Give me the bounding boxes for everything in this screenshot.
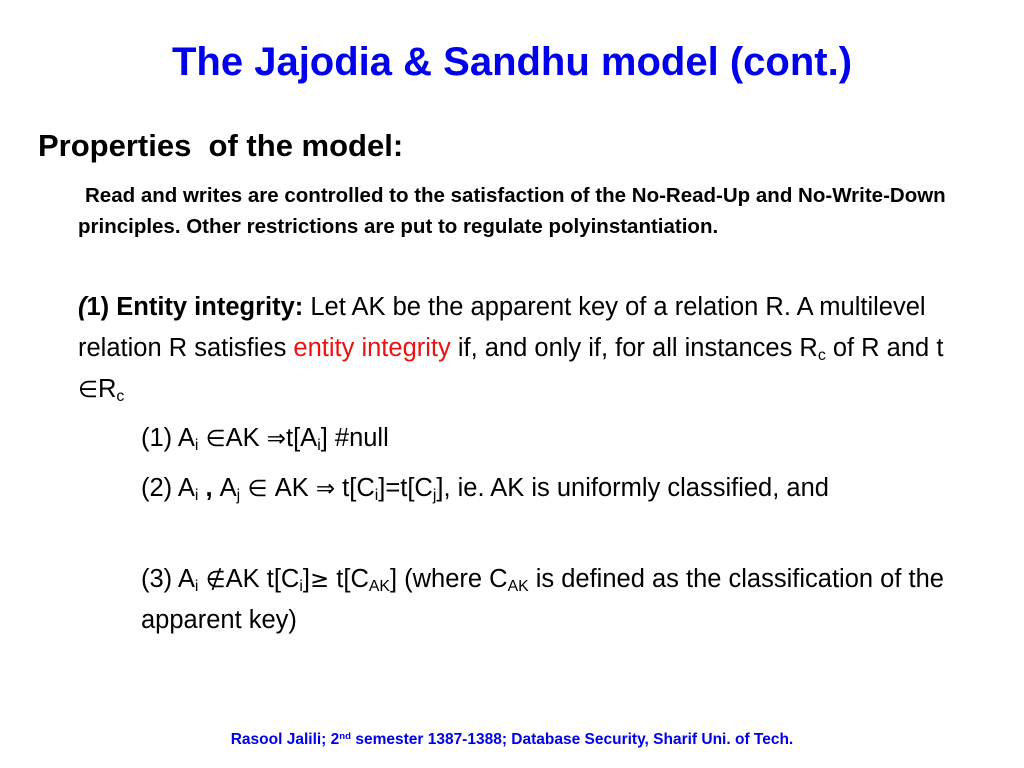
section-heading: Properties of the model: [38, 128, 404, 163]
element-of-symbol: ∈ [240, 476, 275, 502]
footer-text-1: Rasool Jalili; 2 [230, 731, 340, 748]
element-of-symbol: ∈ [78, 377, 98, 403]
condition-text: A [219, 474, 237, 502]
condition-text: (2) A [141, 474, 195, 502]
entity-integrity-text-2: if, and only if, for all instances R [450, 334, 818, 362]
subscript: i [317, 436, 321, 454]
not-element-of-symbol: ∉ [198, 567, 226, 593]
condition-text: ] (where C [389, 565, 508, 593]
entity-integrity-label: 1) Entity integrity: [86, 293, 304, 321]
subscript: i [299, 577, 303, 595]
subscript: i [194, 486, 199, 504]
subscript: i [374, 486, 379, 504]
footer-text-2: semester 1387-1388; Database Security, Sharif Uni. of Tech. [351, 731, 794, 748]
condition-text: (1) A [141, 424, 195, 452]
condition-comma: , [198, 474, 220, 502]
element-of-symbol: ∈ [198, 426, 226, 452]
condition-text: AK t[C [225, 565, 300, 593]
entity-integrity-text-1: Let AK be the apparent key of a relation R. A multilevel relation R satisfies [78, 293, 926, 362]
condition-text: t[C [329, 565, 369, 593]
condition-text: null [349, 424, 389, 452]
intro-text: Read and writes are controlled to the satisfaction of the No-Read-Up and No-Write-Down principles. Other restrictions are put to regulate polyinstantiation. [78, 184, 946, 238]
condition-1 [141, 418, 961, 459]
condition-text: is defined as the classification of the apparent key) [141, 565, 944, 634]
condition-text: t[C [335, 474, 375, 502]
intro-paragraph [78, 180, 978, 242]
footer-superscript: nd [339, 731, 352, 743]
entity-integrity-text-3: of R and t [825, 334, 944, 362]
condition-text: ], ie. AK is uniformly classified, and [436, 474, 829, 502]
entity-integrity-text-4: R [97, 375, 117, 403]
condition-text: AK [225, 424, 267, 452]
condition-text: t[A [286, 424, 318, 452]
condition-text: (3) A [141, 565, 195, 593]
entity-integrity-highlight: entity integrity [293, 334, 451, 362]
implies-symbol: ⇒ [266, 426, 286, 452]
open-paren: ( [78, 293, 87, 321]
subscript: AK [368, 577, 390, 595]
subscript: j [432, 486, 437, 504]
subscript: j [236, 486, 241, 504]
condition-text: ] [320, 424, 335, 452]
slide-footer [0, 731, 1024, 750]
implies-symbol: ⇒ [315, 476, 336, 502]
subscript: i [194, 577, 199, 595]
condition-text: ]=t[C [378, 474, 433, 502]
condition-text: ] [302, 565, 310, 593]
condition-2 [141, 468, 961, 509]
condition-text: AK [274, 474, 316, 502]
subscript-c: c [817, 346, 826, 364]
subscript-c: c [116, 387, 125, 405]
entity-integrity-paragraph [78, 287, 978, 411]
slide-title: The Jajodia & Sandhu model (cont.) [171, 40, 853, 84]
greater-equal-symbol: ≥ [309, 567, 330, 593]
not-equal-symbol: # [334, 424, 350, 452]
condition-3 [141, 559, 961, 640]
subscript: AK [507, 577, 529, 595]
subscript: i [194, 436, 199, 454]
